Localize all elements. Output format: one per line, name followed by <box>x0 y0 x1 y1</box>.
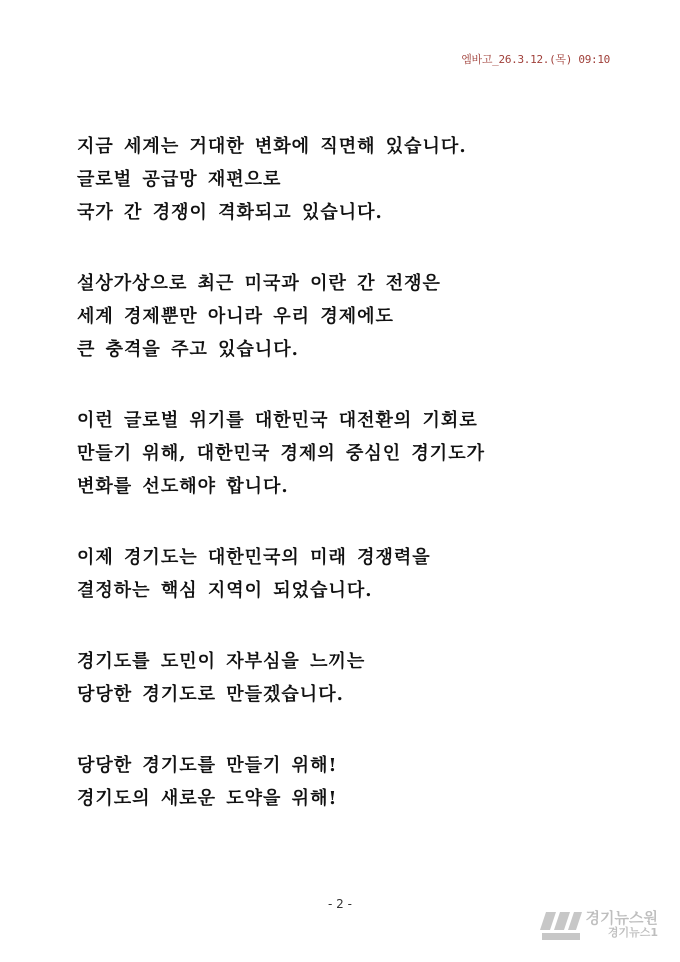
watermark-line1: 경기뉴스원 <box>585 909 658 928</box>
text-line: 이런 글로벌 위기를 대한민국 대전환의 기회로 <box>77 410 478 431</box>
text-line: 큰 충격을 주고 있습니다. <box>77 339 299 360</box>
paragraph <box>77 541 617 607</box>
text-line: 경기도를 도민이 자부심을 느끼는 <box>77 651 366 672</box>
page-number: - 2 - <box>328 897 352 911</box>
text-line: 국가 간 경쟁이 격화되고 있습니다. <box>77 202 383 223</box>
text-line: 당당한 경기도로 만들겠습니다. <box>77 684 344 705</box>
text-line: 이제 경기도는 대한민국의 미래 경쟁력을 <box>77 547 431 568</box>
text-line: 만들기 위해, 대한민국 경제의 중심인 경기도가 <box>77 443 485 464</box>
text-line: 경기도의 새로운 도약을 위해! <box>77 788 338 809</box>
text-line: 설상가상으로 최근 미국과 이란 간 전쟁은 <box>77 273 441 294</box>
news-watermark <box>540 907 658 943</box>
paragraph <box>77 404 617 503</box>
paragraph <box>77 130 617 229</box>
text-line: 당당한 경기도를 만들기 위해! <box>77 755 338 776</box>
speech-body <box>77 130 617 853</box>
text-line: 글로벌 공급망 재편으로 <box>77 169 282 190</box>
paragraph <box>77 645 617 711</box>
text-line: 결정하는 핵심 지역이 되었습니다. <box>77 580 373 601</box>
text-line: 변화를 선도해야 합니다. <box>77 476 289 497</box>
paragraph <box>77 749 617 815</box>
watermark-text <box>586 911 658 938</box>
embargo-stamp: 엠바고_26.3.12.(목) 09:10 <box>461 53 610 66</box>
text-line: 세계 경제뿐만 아니라 우리 경제에도 <box>77 306 394 327</box>
paragraph <box>77 267 617 366</box>
text-line: 지금 세계는 거대한 변화에 직면해 있습니다. <box>77 136 467 157</box>
gnt-logo-icon <box>540 908 582 942</box>
watermark-line2: 경기뉴스1 <box>607 926 658 940</box>
